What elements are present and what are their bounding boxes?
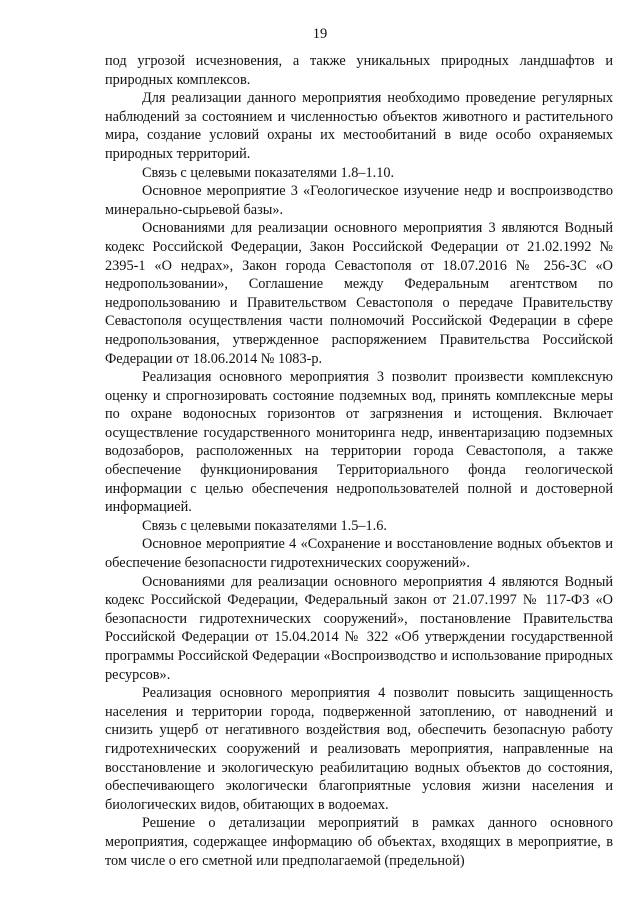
- paragraph-continuation: под угрозой исчезновения, а также уникальных природных ландшафтов и природных комплексов.: [105, 53, 613, 88]
- paragraph-detailing-decision: Решение о детализации мероприятий в рамках данного основного мероприятия, содержащее информацию об объектах, входящих в мероприятие, в том числе о его сметной или предполагаемой (предельной): [105, 815, 613, 869]
- paragraph-measure-4-title: Основное мероприятие 4 «Сохранение и восстановление водных объектов и обеспечение безопасности гидротехнических сооружений».: [105, 536, 613, 572]
- paragraph-measure-3-title: Основное мероприятие 3 «Геологическое изучение недр и воспроизводство минерально-сырьевой базы».: [105, 183, 613, 218]
- paragraph-observations: Для реализации данного мероприятия необходимо проведение регулярных наблюдений за состоянием и численностью объектов животного и растительного мира, создание условий охраны их местообитаний в виде особо охраняемых природных территорий.: [105, 90, 613, 162]
- paragraph-measure-3-implementation: Реализация основного мероприятия 3 позволит произвести комплексную оценку и спрогнозировать состояние подземных вод, принять комплексные меры по охране водоносных горизонтов от загрязнения и истощения. Включает осуществление государственного мониторинга недр, инвентаризацию подземных водозаборов, расположенных на территории города Севастополя, а также обеспечение функционирования Территориального фонда геологической информации с целью обеспечения недропользователей полной и достоверной информацией.: [105, 369, 613, 516]
- paragraph-measure-4-grounds: Основаниями для реализации основного мероприятия 4 являются Водный кодекс Российской Федерации, Федеральный закон от 21.07.1997 № 117-ФЗ «О безопасности гидротехнических сооружений», постановление Правительства Российской Федерации от 15.04.2014 № 322 «Об утверждении государственной программы Российской Федерации «Воспроизводство и использование природных ресурсов».: [105, 573, 613, 683]
- paragraph-measure-3-grounds: Основаниями для реализации основного мероприятия 3 являются Водный кодекс Российской Федерации, Закон Российской Федерации от 21.02.1992 № 2395-1 «О недрах», Закон города Севастополя от 18.07.2016 № 256-ЗС «О недропользовании», Соглашение между Федеральным агентством по недропользованию и Правительством Севастополя о передаче Правительству Севастополя осуществления части полномочий Российской Федерации в сфере недропользования, утвержденное распоряжением Правительства Российской Федерации от 18.06.2014 № 1083-р.: [105, 220, 613, 367]
- paragraph-indicators-link: Связь с целевыми показателями 1.5–1.6.: [142, 517, 387, 534]
- document-body: [105, 52, 613, 870]
- paragraph-indicators-link: Связь с целевыми показателями 1.8–1.10.: [142, 164, 395, 181]
- paragraph-measure-4-implementation: Реализация основного мероприятия 4 позволит повысить защищенность населения и территории города, подверженной затоплению, от наводнений и снизить ущерб от негативного воздействия вод, обеспечить безопасную работу гидротехнических сооружений и реализовать мероприятия, направленные на восстановление и экологическую реабилитацию водных объектов до состояния, обеспечивающего экологически благоприятные условия жизни населения и биологических видов, обитающих в водоемах.: [105, 685, 613, 813]
- page-number: 19: [312, 26, 328, 42]
